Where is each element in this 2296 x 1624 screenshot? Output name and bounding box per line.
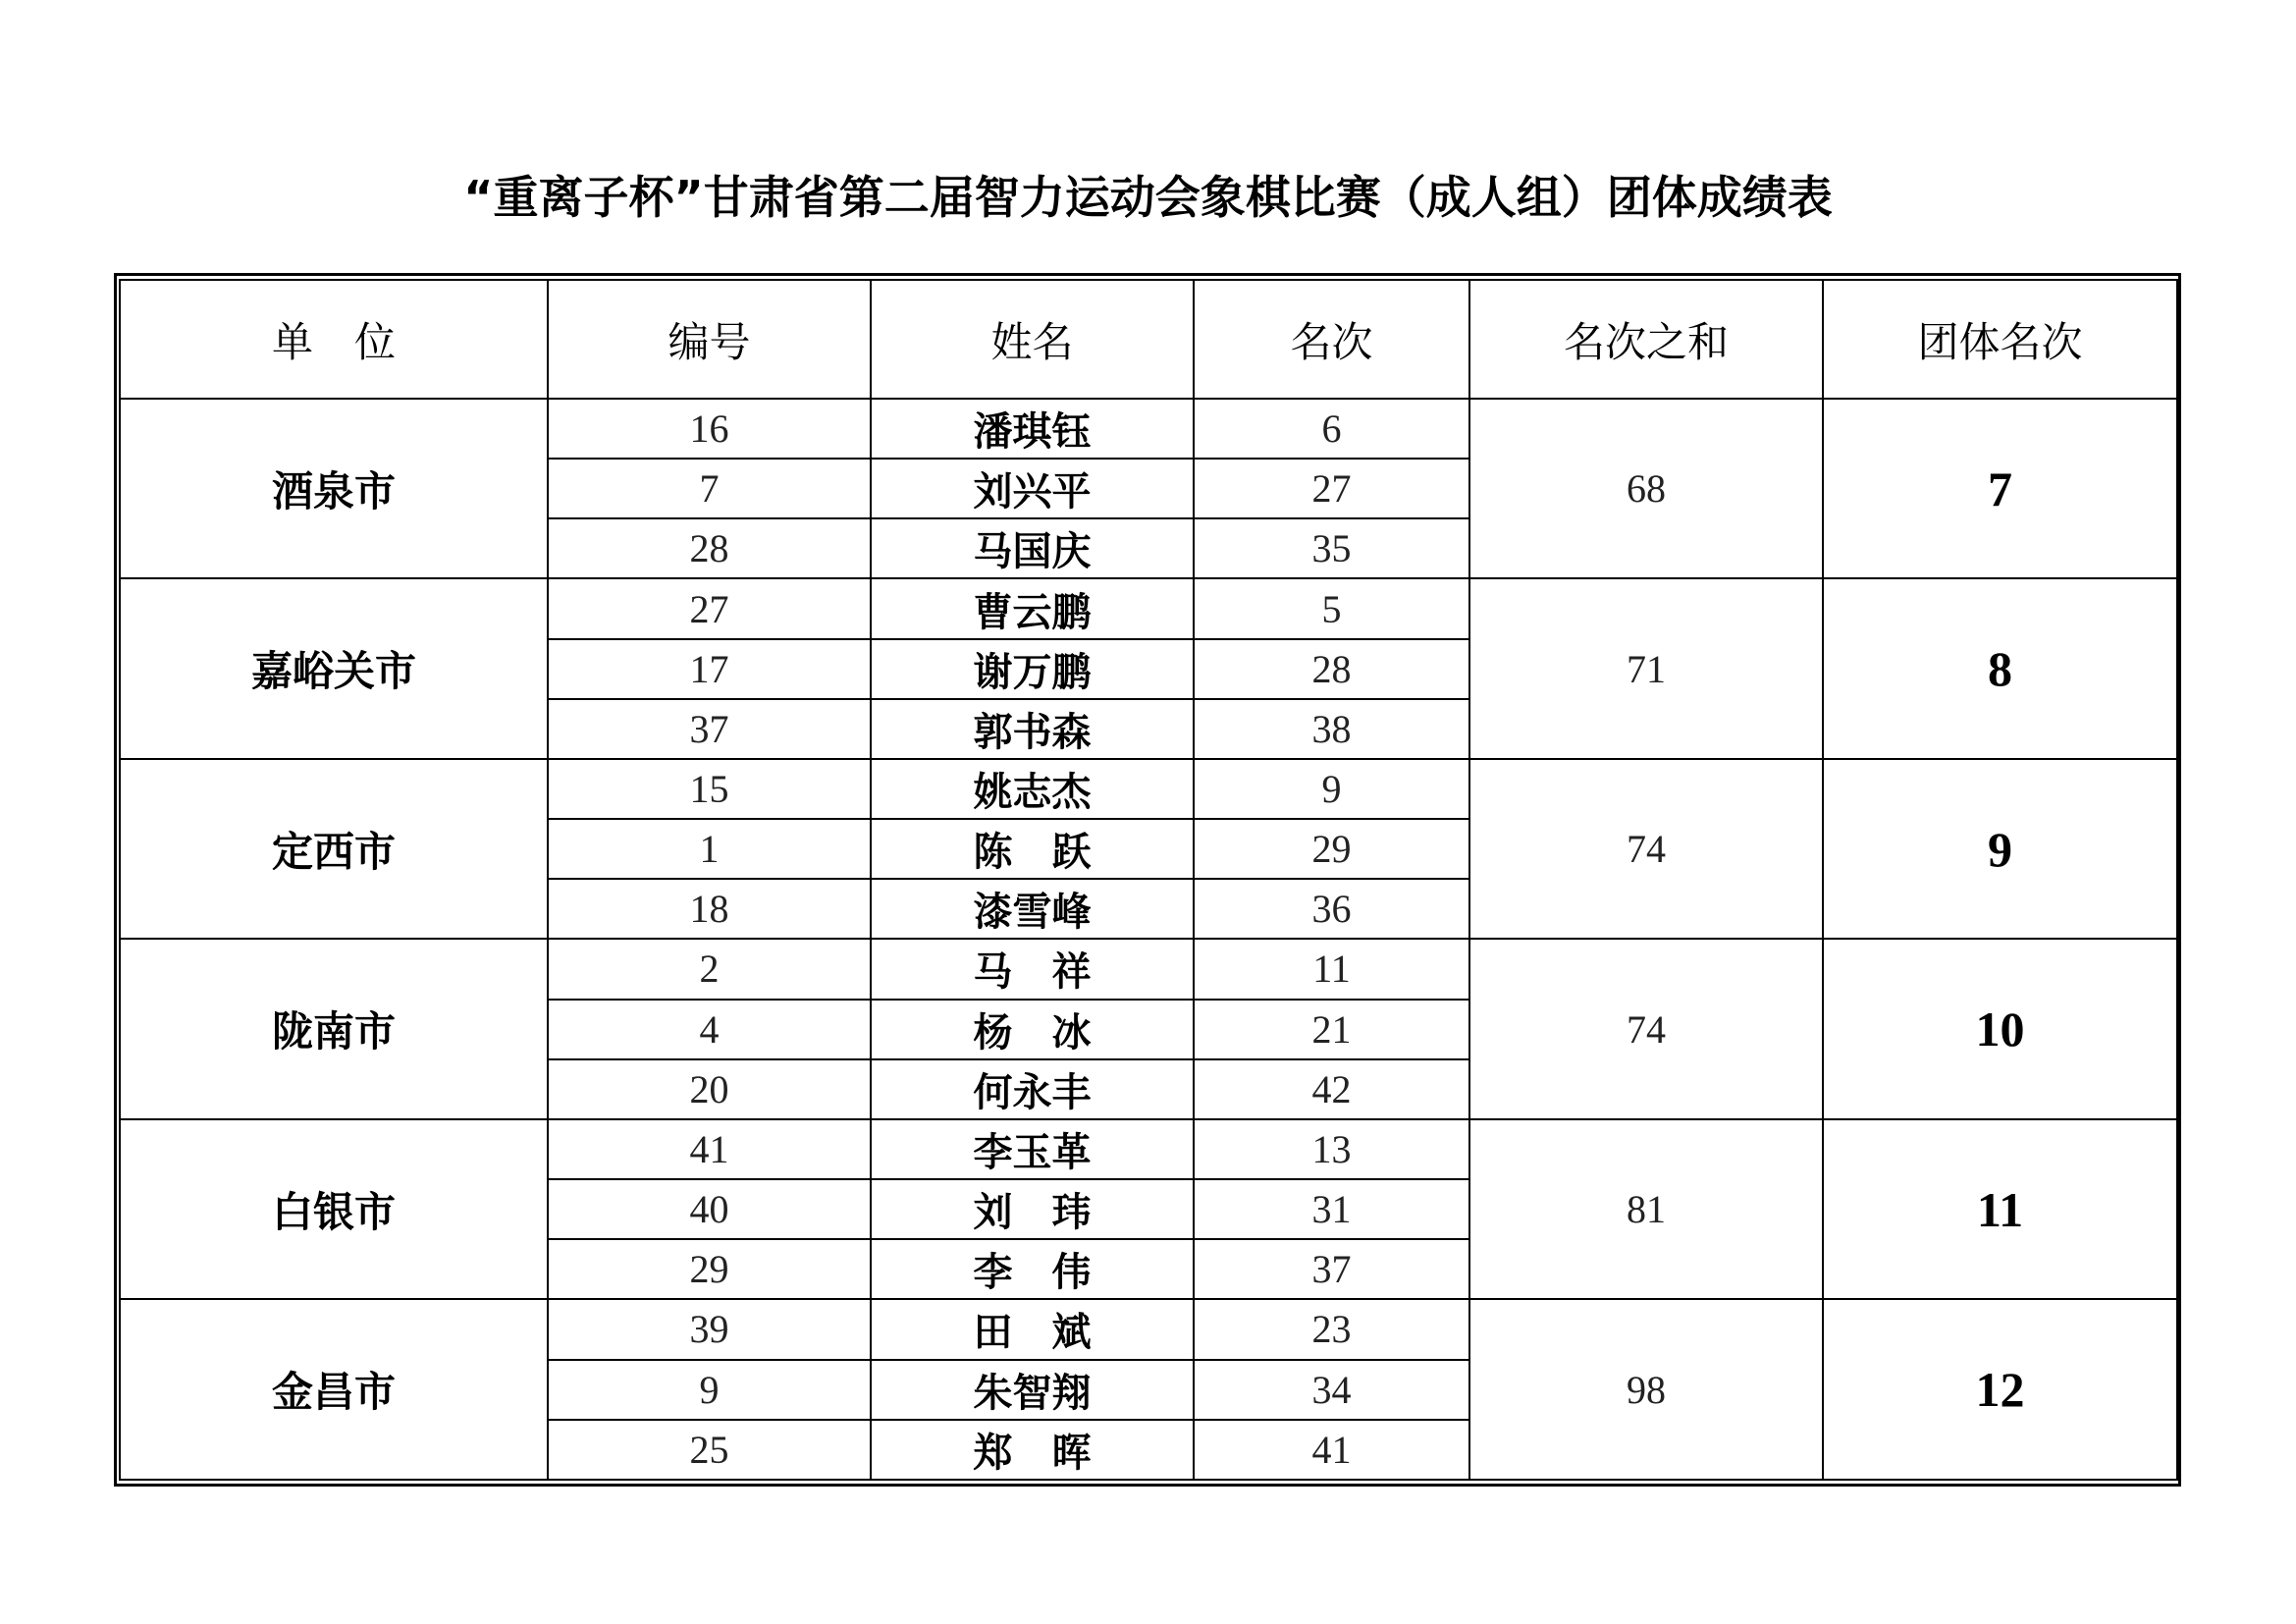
table-row bbox=[120, 399, 2177, 459]
header-rank: 名次 bbox=[1194, 280, 1469, 399]
team-unit: 酒泉市 bbox=[120, 399, 548, 578]
rank-sum: 74 bbox=[1469, 939, 1823, 1118]
table-row bbox=[120, 578, 2177, 638]
player-rank: 29 bbox=[1194, 819, 1469, 879]
player-number: 37 bbox=[548, 699, 871, 759]
team-unit: 金昌市 bbox=[120, 1299, 548, 1480]
team-unit: 定西市 bbox=[120, 759, 548, 939]
table-row bbox=[120, 1119, 2177, 1179]
player-number: 2 bbox=[548, 939, 871, 999]
player-name: 杨 冰 bbox=[871, 1000, 1194, 1059]
player-rank: 13 bbox=[1194, 1119, 1469, 1179]
player-name: 李 伟 bbox=[871, 1239, 1194, 1299]
player-number: 20 bbox=[548, 1059, 871, 1119]
player-name: 陈 跃 bbox=[871, 819, 1194, 879]
player-name: 李玉革 bbox=[871, 1119, 1194, 1179]
header-unit: 单 位 bbox=[120, 280, 548, 399]
player-name: 曹云鹏 bbox=[871, 578, 1194, 638]
player-number: 40 bbox=[548, 1179, 871, 1239]
player-number: 7 bbox=[548, 459, 871, 518]
player-rank: 38 bbox=[1194, 699, 1469, 759]
player-rank: 9 bbox=[1194, 759, 1469, 819]
team-rank: 12 bbox=[1823, 1299, 2177, 1480]
player-rank: 11 bbox=[1194, 939, 1469, 999]
player-number: 27 bbox=[548, 578, 871, 638]
player-number: 28 bbox=[548, 518, 871, 578]
team-unit: 白银市 bbox=[120, 1119, 548, 1299]
player-name: 朱智翔 bbox=[871, 1360, 1194, 1420]
header-team-rank: 团体名次 bbox=[1823, 280, 2177, 399]
header-row bbox=[120, 280, 2177, 399]
team-rank: 7 bbox=[1823, 399, 2177, 578]
player-number: 17 bbox=[548, 639, 871, 699]
player-rank: 5 bbox=[1194, 578, 1469, 638]
player-number: 39 bbox=[548, 1299, 871, 1359]
player-number: 4 bbox=[548, 1000, 871, 1059]
team-rank: 10 bbox=[1823, 939, 2177, 1118]
player-rank: 21 bbox=[1194, 1000, 1469, 1059]
player-rank: 23 bbox=[1194, 1299, 1469, 1359]
player-number: 41 bbox=[548, 1119, 871, 1179]
player-name: 刘 玮 bbox=[871, 1179, 1194, 1239]
player-rank: 31 bbox=[1194, 1179, 1469, 1239]
table-row bbox=[120, 939, 2177, 999]
player-rank: 36 bbox=[1194, 879, 1469, 939]
player-rank: 28 bbox=[1194, 639, 1469, 699]
player-number: 29 bbox=[548, 1239, 871, 1299]
player-name: 马 祥 bbox=[871, 939, 1194, 999]
team-rank: 11 bbox=[1823, 1119, 2177, 1299]
rank-sum: 81 bbox=[1469, 1119, 1823, 1299]
team-unit: 嘉峪关市 bbox=[120, 578, 548, 758]
team-rank: 9 bbox=[1823, 759, 2177, 939]
player-name: 刘兴平 bbox=[871, 459, 1194, 518]
player-rank: 6 bbox=[1194, 399, 1469, 459]
player-rank: 37 bbox=[1194, 1239, 1469, 1299]
player-name: 漆雪峰 bbox=[871, 879, 1194, 939]
rank-sum: 71 bbox=[1469, 578, 1823, 758]
player-name: 郑 晖 bbox=[871, 1420, 1194, 1480]
rank-sum: 74 bbox=[1469, 759, 1823, 939]
header-number: 编号 bbox=[548, 280, 871, 399]
team-unit: 陇南市 bbox=[120, 939, 548, 1118]
results-table bbox=[119, 279, 2178, 1481]
player-name: 何永丰 bbox=[871, 1059, 1194, 1119]
player-rank: 41 bbox=[1194, 1420, 1469, 1480]
player-name: 姚志杰 bbox=[871, 759, 1194, 819]
table-row bbox=[120, 759, 2177, 819]
player-name: 马国庆 bbox=[871, 518, 1194, 578]
table-row bbox=[120, 1299, 2177, 1359]
team-rank: 8 bbox=[1823, 578, 2177, 758]
player-number: 1 bbox=[548, 819, 871, 879]
player-name: 潘琪钰 bbox=[871, 399, 1194, 459]
rank-sum: 68 bbox=[1469, 399, 1823, 578]
player-rank: 34 bbox=[1194, 1360, 1469, 1420]
player-number: 25 bbox=[548, 1420, 871, 1480]
player-rank: 35 bbox=[1194, 518, 1469, 578]
player-rank: 42 bbox=[1194, 1059, 1469, 1119]
header-name: 姓名 bbox=[871, 280, 1194, 399]
header-rank-sum: 名次之和 bbox=[1469, 280, 1823, 399]
player-name: 谢万鹏 bbox=[871, 639, 1194, 699]
player-name: 田 斌 bbox=[871, 1299, 1194, 1359]
rank-sum: 98 bbox=[1469, 1299, 1823, 1480]
player-rank: 27 bbox=[1194, 459, 1469, 518]
player-number: 9 bbox=[548, 1360, 871, 1420]
page-title: “重离子杯”甘肃省第二届智力运动会象棋比赛（成人组）团体成绩表 bbox=[463, 171, 1833, 224]
player-number: 18 bbox=[548, 879, 871, 939]
player-name: 郭书森 bbox=[871, 699, 1194, 759]
player-number: 15 bbox=[548, 759, 871, 819]
player-number: 16 bbox=[548, 399, 871, 459]
